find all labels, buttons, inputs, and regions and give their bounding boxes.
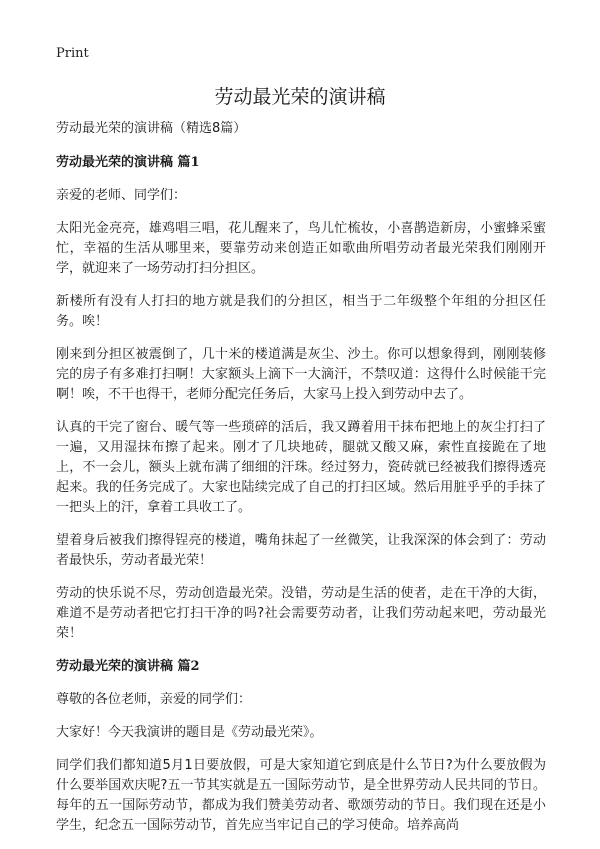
page-title: 劳动最光荣的演讲稿 — [214, 86, 386, 108]
paragraph: 亲爱的老师、同学们： — [56, 188, 187, 203]
print-link[interactable]: Print — [56, 46, 89, 61]
paragraph: 刚来到分担区被震倒了，几十米的楼道满是灰尘、沙土。你可以想象得到，刚刚装修完的房子有多难打扫啊！大家额头上滴下一大滴汗，不禁叹道：这得什么时候能干完啊！唉，不干也得干，老师分配完任务后，大家马上投入到劳动中去了。 — [56, 347, 546, 402]
paragraph: 大家好！今天我演讲的题目是《劳动最光荣》。 — [56, 725, 323, 740]
paragraph: 新楼所有没有人打扫的地方就是我们的分担区，相当于二年级整个年组的分担区任务。唉！ — [56, 294, 546, 329]
document-body — [56, 119, 546, 849]
document-subtitle: 劳动最光荣的演讲稿（精选8篇） — [56, 121, 247, 136]
paragraph: 望着身后被我们擦得锃亮的楼道，嘴角抹起了一丝微笑，让我深深的体会到了：劳动者最快乐，劳动者最光荣！ — [56, 533, 546, 568]
paragraph: 认真的干完了窗台、暖气等一些琐碎的活后，我又蹲着用干抹布把地上的灰尘打扫了一遍，又用湿抹布擦了起来。刚才了几块地砖，腿就又酸又麻，索性直接跪在了地上，不一会儿，额头上就布满了细细的汗珠。经过努力，瓷砖就已经被我们擦得透亮起来。我的任务完成了。大家也陆续完成了自己的打扫区域。然后用脏乎乎的手抹了一把头上的汗，拿着工具收工了。 — [56, 420, 546, 515]
section-heading-2: 劳动最光荣的演讲稿 篇2 — [56, 659, 200, 674]
paragraph: 尊敬的各位老师，亲爱的同学们： — [56, 692, 252, 707]
paragraph: 太阳光金亮亮，雄鸡唱三唱，花儿醒来了，鸟儿忙梳妆，小喜鹊造新房，小蜜蜂采蜜忙，幸福的生活从哪里来，要靠劳动来创造正如歌曲所唱劳动者最光荣我们刚刚开学，就迎来了一场劳动打扫分担区。 — [56, 221, 546, 276]
section-heading-1: 劳动最光荣的演讲稿 篇1 — [56, 155, 200, 170]
paragraph: 同学们我们都知道5月1日要放假，可是大家知道它到底是什么节日?为什么要放假为什么要举国欢庆呢?五一节其实就是五一国际劳动节，是全世界劳动人民共同的节日。每年的五一国际劳动节，都成为我们赞美劳动者、歌颂劳动的节日。我们现在还是小学生，纪念五一国际劳动节，首先应当牢记自己的学习使命。培养高尚 — [56, 758, 546, 833]
paragraph: 劳动的快乐说不尽，劳动创造最光荣。没错，劳动是生活的使者，走在干净的大街，难道不是劳动者把它打扫干净的吗?社会需要劳动者，让我们劳动起来吧，劳动最光荣！ — [56, 586, 546, 641]
